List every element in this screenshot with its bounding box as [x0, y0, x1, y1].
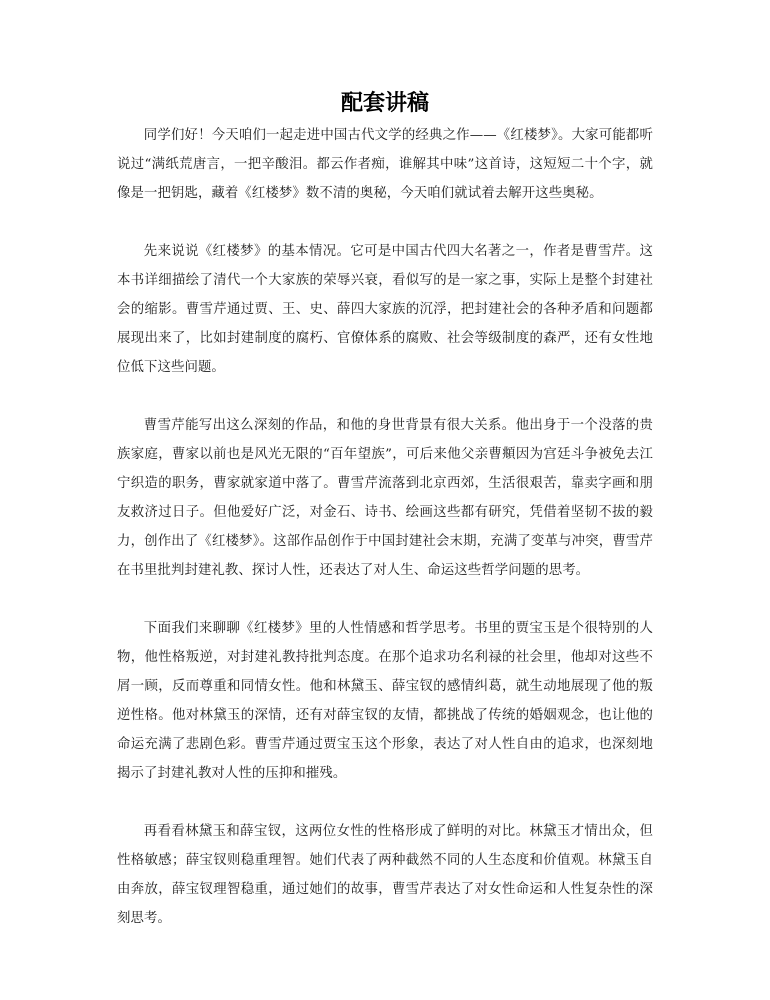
- page-title: 配套讲稿: [340, 90, 429, 116]
- paragraph-jia-baoyu: 下面我们来聊聊《红楼梦》里的人性情感和哲学思考。书里的贾宝玉是个很特别的人物，他性格叛逆，对封建礼教持批判态度。在那个追求功名利禄的社会里，他却对这些不屑一顾，反而尊重和同情女性。他和林黛玉、薛宝钗的感情纠葛，就生动地展现了他的叛逆性格。他对林黛玉的深情，还有对薛宝钗的友情，都挑战了传统的婚姻观念，也让他的命运充满了悲剧色彩。曹雪芹通过贾宝玉这个形象，表达了对人性自由的追求，也深刻地揭示了封建礼教对人性的压抑和摧残。: [117, 621, 653, 781]
- paragraph-author-background: 曹雪芹能写出这么深刻的作品，和他的身世背景有很大关系。他出身于一个没落的贵族家庭，曹家以前也是风光无限的“百年望族”，可后来他父亲曹頫因为宫廷斗争被免去江宁织造的职务，曹家就家道中落了。曹雪芹流落到北京西郊，生活很艰苦，靠卖字画和朋友救济过日子。但他爱好广泛，对金石、诗书、绘画这些都有研究，凭借着坚韧不拔的毅力，创作出了《红楼梦》。这部作品创作于中国封建社会末期，充满了变革与冲突，曹雪芹在书里批判封建礼教、探讨人性，还表达了对人生、命运这些哲学问题的思考。: [117, 418, 653, 578]
- paragraph-basic-info: 先来说说《红楼梦》的基本情况。它可是中国古代四大名著之一，作者是曹雪芹。这本书详细描绘了清代一个大家族的荣辱兴衰，看似写的是一家之事，实际上是整个封建社会的缩影。曹雪芹通过贾、王、史、薛四大家族的沉浮，把封建社会的各种矛盾和问题都展现出来了，比如封建制度的腐朽、官僚体系的腐败、社会等级制度的森严，还有女性地位低下这些问题。: [117, 244, 653, 375]
- paragraph-daiyu-baochai: 再看看林黛玉和薛宝钗，这两位女性的性格形成了鲜明的对比。林黛玉才情出众，但性格敏感；薛宝钗则稳重理智。她们代表了两种截然不同的人生态度和价值观。林黛玉自由奔放，薛宝钗理智稳重，通过她们的故事，曹雪芹表达了对女性命运和人性复杂性的深刻思考。: [117, 824, 653, 926]
- document-body: [117, 121, 653, 962]
- paragraph-intro: 同学们好！今天咱们一起走进中国古代文学的经典之作——《红楼梦》。大家可能都听说过“满纸荒唐言，一把辛酸泪。都云作者痴，谁解其中味”这首诗，这短短二十个字，就像是一把钥匙，藏着《红楼梦》数不清的奥秘，今天咱们就试着去解开这些奥秘。: [117, 128, 653, 201]
